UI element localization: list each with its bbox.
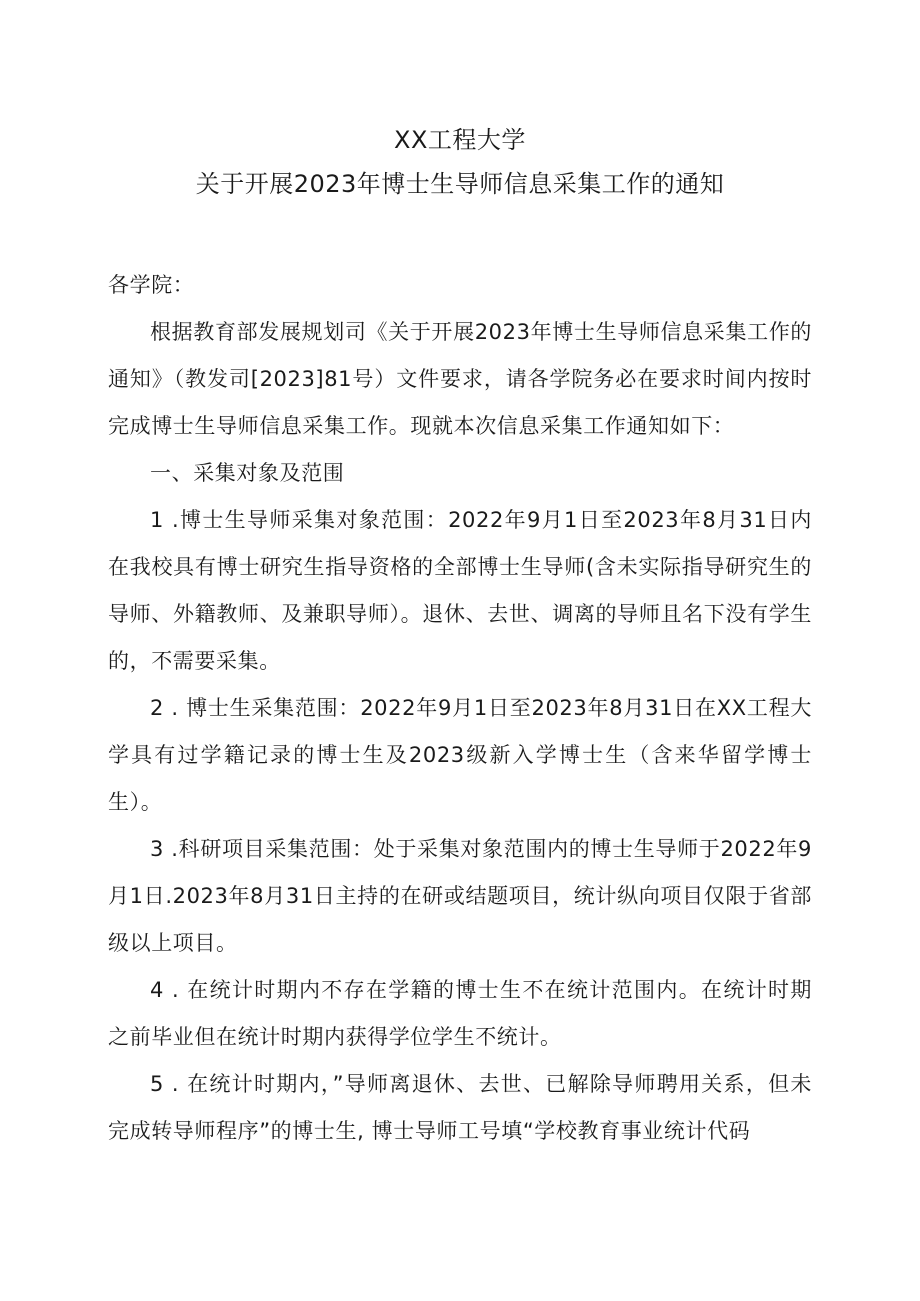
notice-title: 关于开展2023年博士生导师信息采集工作的通知: [195, 170, 725, 198]
section-heading-scope: 一、采集对象及范围: [150, 461, 345, 485]
paragraph-item-1: 1 .博士生导师采集对象范围：2022年9月1日至2023年8月31日内在我校具有博士研究生指导资格的全部博士生导师(含未实际指导研究生的导师、外籍教师、及兼职导师）。退休、去世、调离的导师且名下没有学生的，不需要采集。: [108, 508, 812, 673]
paragraph-item-5: 5 . 在统计时期内，”导师离退休、去世、已解除导师聘用关系，但未完成转导师程序”的博士生, 博士导师工号填“学校教育事业统计代码: [108, 1072, 812, 1143]
paragraph-intro: 根据教育部发展规划司《关于开展2023年博士生导师信息采集工作的通知》（教发司[2023]81号）文件要求，请各学院务必在要求时间内按时完成博士生导师信息采集工作。现就本次信息采集工作通知如下：: [108, 320, 812, 438]
university-name: XX工程大学: [394, 126, 526, 154]
salutation: 各学院：: [108, 273, 195, 297]
document-title: [0, 118, 920, 206]
paragraph-item-4: 4 . 在统计时期内不存在学籍的博士生不在统计范围内。在统计时期之前毕业但在统计时期内获得学位学生不统计。: [108, 978, 812, 1049]
paragraph-item-3: 3 .科研项目采集范围：处于采集对象范围内的博士生导师于2022年9月1日.2023年8月31日主持的在研或结题项目，统计纵向项目仅限于省部级以上项目。: [108, 837, 812, 955]
document-body: [108, 262, 812, 1155]
paragraph-item-2: 2 . 博士生采集范围：2022年9月1日至2023年8月31日在XX工程大学具有过学籍记录的博士生及2023级新入学博士生（含来华留学博士生）。: [108, 696, 812, 814]
